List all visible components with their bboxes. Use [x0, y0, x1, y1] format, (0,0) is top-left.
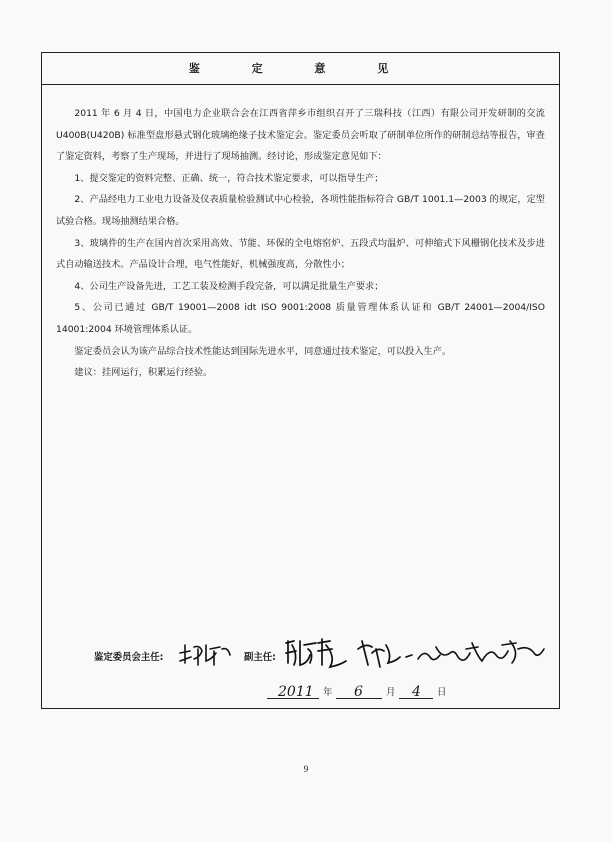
signature-row — [94, 639, 554, 673]
section-title: 鉴 定 意 见 — [42, 53, 559, 85]
opinion-item-5: 5、公司已通过 GB/T 19001—2008 idt ISO 9001:2008 质量管理体系认证和 GB/T 24001—2004/ISO 14001:2004 环境管理体系认证。 — [56, 302, 545, 335]
opinion-item-4: 4、公司生产设备先进，工艺工装及检测手段完备，可以满足批量生产要求； — [74, 280, 384, 292]
day-unit: 日 — [437, 687, 447, 698]
suggestion-paragraph: 建议：挂网运行，积累运行经验。 — [74, 367, 213, 379]
vice-chair-signatures — [282, 635, 554, 673]
date-month: 6 — [354, 684, 363, 700]
opinion-item-1: 1、提交鉴定的资料完整、正确、统一，符合技术鉴定要求，可以指导生产； — [74, 172, 384, 184]
conclusion-paragraph: 鉴定委员会认为该产品综合技术性能达到国际先进水平，同意通过技术鉴定，可以投入生产。 — [74, 345, 452, 357]
appraisal-body — [56, 103, 545, 384]
year-unit: 年 — [323, 687, 333, 698]
month-unit: 月 — [386, 687, 396, 698]
page-number: 9 — [303, 764, 309, 774]
date-year: 2011 — [278, 684, 314, 700]
opinion-item-2: 2、产品经电力工业电力设备及仪表质量检验测试中心检验，各项性能指标符合 GB/T 1001.1—2003 的规定，定型试验合格。现场抽测结果合格。 — [56, 194, 545, 227]
chair-signature — [176, 639, 234, 669]
opinion-item-3: 3、玻璃件的生产在国内首次采用高效、节能、环保的全电熔窑炉、五段式均温炉、可伸缩式下风栅钢化技术及步进式自动输送技术。产品设计合理，电气性能好，机械强度高，分散性小； — [56, 237, 545, 271]
chair-label: 鉴定委员会主任: — [94, 652, 164, 663]
intro-paragraph: 2011 年 6 月 4 日，中国电力企业联合会在江西省萍乡市组织召开了三瑞科技（江西）有限公司开发研制的交流 U400B(U420B) 标准型盘形悬式钢化玻璃绝缘子技术鉴定会。鉴定委员会听取了研制单位所作的研制总结等报告，审查了鉴定资料，考察了生产现场，并进行了现场抽测。经讨论，形成鉴定意见如下： — [56, 108, 545, 163]
date-day: 4 — [412, 684, 421, 700]
vice-chair-label: 副主任: — [244, 652, 276, 663]
appraisal-form — [41, 52, 560, 709]
